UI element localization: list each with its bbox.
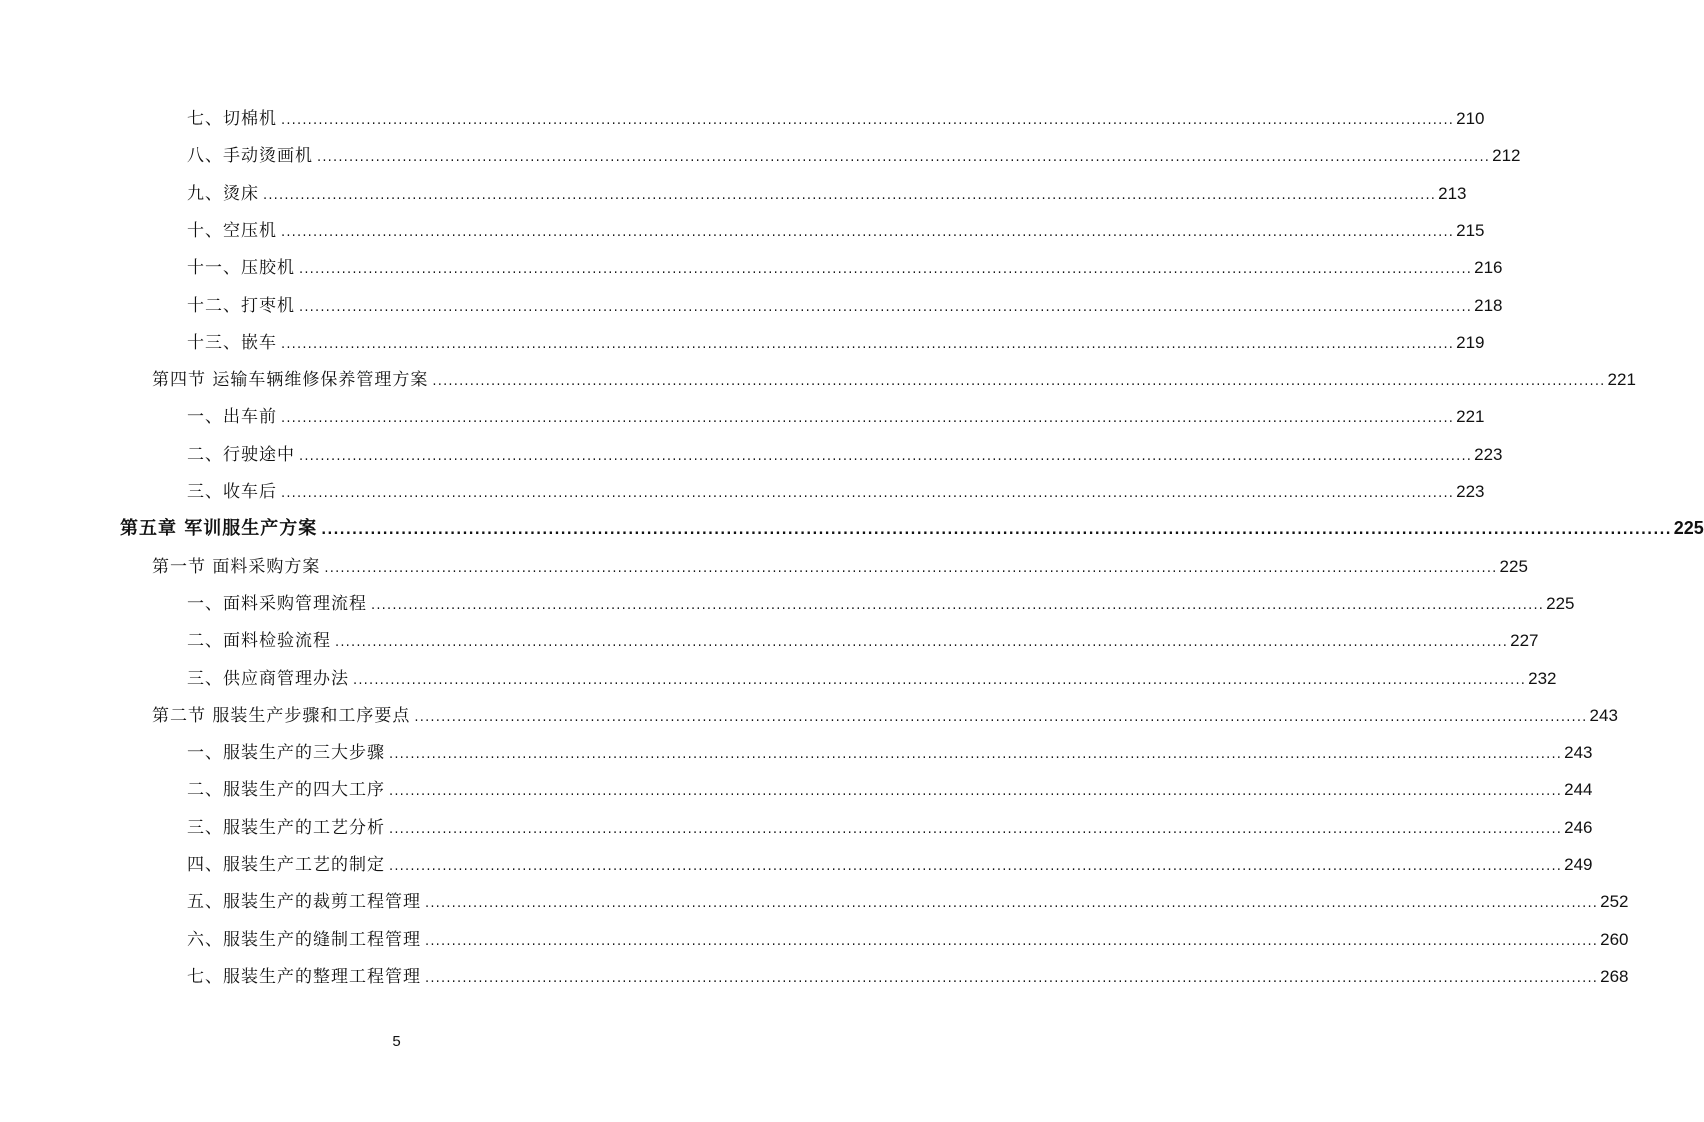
toc-entry-item[interactable]	[187, 660, 1557, 697]
toc-entry-title: 十二、打枣机	[187, 295, 295, 316]
toc-dot-leader: ............................................................................................................................................................................................................................	[299, 299, 1473, 315]
toc-entry-title: 三、收车后	[187, 482, 277, 502]
toc-entry-item[interactable]	[187, 809, 1593, 846]
toc-entry-title: 六、服装生产的缝制工程管理	[187, 929, 421, 950]
toc-dot-leader: ............................................................................................................................................................................................................................	[353, 672, 1527, 688]
toc-entry-item[interactable]	[187, 883, 1629, 920]
toc-entry-page: 232	[1528, 668, 1557, 688]
toc-entry-page: 216	[1474, 258, 1503, 278]
toc-entry-page: 210	[1456, 109, 1485, 128]
toc-entry-page: 225	[1546, 593, 1575, 613]
toc-entry-page: 260	[1600, 929, 1629, 949]
toc-entry-page: 225	[1499, 556, 1528, 576]
toc-entry-page: 225	[1673, 518, 1704, 539]
toc-entry-page: 268	[1600, 966, 1629, 986]
toc-entry-page: 252	[1600, 892, 1629, 912]
toc-entry-item[interactable]	[187, 436, 1503, 473]
toc-dot-leader: ............................................................................................................................................................................................................................	[432, 374, 1606, 390]
toc-entry-item[interactable]	[187, 846, 1593, 883]
toc-entry-item[interactable]	[187, 771, 1593, 808]
toc-entry-title: 第五章 军训服生产方案	[120, 518, 318, 540]
toc-entry-page: 246	[1564, 817, 1593, 837]
toc-dot-leader: ............................................................................................................................................................................................................................	[324, 560, 1498, 576]
toc-dot-leader: ............................................................................................................................................................................................................................	[281, 224, 1455, 240]
toc-dot-leader: ............................................................................................................................................................................................................................	[425, 933, 1599, 949]
toc-entry-item[interactable]	[187, 287, 1503, 324]
toc-entry-title: 四、服装生产工艺的制定	[187, 855, 385, 875]
toc-entry-item[interactable]	[187, 734, 1593, 771]
toc-dot-leader: ............................................................................................................................................................................................................................	[425, 970, 1599, 986]
toc-dot-leader: ............................................................................................................................................................................................................................	[371, 597, 1545, 613]
toc-dot-leader: ............................................................................................................................................................................................................................	[281, 113, 1455, 128]
toc-entry-page: 221	[1607, 370, 1636, 390]
toc-entry-title: 八、手动烫画机	[187, 146, 313, 167]
toc-entry-item[interactable]	[187, 212, 1485, 249]
toc-entry-item[interactable]	[187, 249, 1503, 286]
toc-entry-page: 221	[1456, 407, 1485, 427]
toc-dot-leader: ............................................................................................................................................................................................................................	[263, 187, 1437, 203]
toc-entry-title: 二、服装生产的四大工序	[187, 780, 385, 801]
toc-dot-leader: ............................................................................................................................................................................................................................	[425, 896, 1599, 912]
toc-entry-title: 第一节 面料采购方案	[152, 556, 321, 577]
toc-entry-item[interactable]	[187, 958, 1629, 995]
toc-entry-item[interactable]	[187, 324, 1485, 361]
toc-dot-leader: ............................................................................................................................................................................................................................	[389, 747, 1563, 763]
toc-entry-page: 243	[1564, 743, 1593, 763]
toc-entry-title: 二、面料检验流程	[187, 631, 331, 652]
toc-dot-leader: ............................................................................................................................................................................................................................	[281, 336, 1455, 352]
toc-entry-title: 二、行驶途中	[187, 444, 295, 465]
toc-entry-title: 三、服装生产的工艺分析	[187, 817, 385, 838]
toc-dot-leader: ............................................................................................................................................................................................................................	[414, 709, 1588, 725]
toc-dot-leader: ............................................................................................................................................................................................................................	[389, 859, 1563, 874]
toc-entry-title: 三、供应商管理办法	[187, 668, 349, 689]
toc-entry-title: 一、面料采购管理流程	[187, 593, 367, 614]
toc-entry-title: 一、服装生产的三大步骤	[187, 743, 385, 764]
toc-dot-leader: ............................................................................................................................................................................................................................	[389, 821, 1563, 837]
toc-entry-title: 十、空压机	[187, 220, 277, 241]
toc-entry-section[interactable]	[152, 697, 1618, 734]
toc-entry-page: 215	[1456, 220, 1485, 240]
toc-entry-page: 212	[1492, 146, 1521, 166]
toc-entry-item[interactable]	[187, 622, 1539, 659]
toc-entry-page: 227	[1510, 631, 1539, 651]
toc-entry-page: 249	[1564, 855, 1593, 874]
toc-dot-leader: ............................................................................................................................................................................................................................	[299, 262, 1473, 278]
toc-entry-item[interactable]	[187, 175, 1467, 212]
toc-entry-page: 219	[1456, 332, 1485, 352]
toc-entry-section[interactable]	[152, 361, 1636, 398]
toc-dot-leader: ............................................................................................................................................................................................................................	[317, 150, 1491, 166]
toc-dot-leader: ............................................................................................................................................................................................................................	[281, 411, 1455, 427]
toc-entry-title: 第四节 运输车辆维修保养管理方案	[152, 370, 429, 391]
toc-entry-chapter[interactable]	[120, 510, 1704, 547]
toc-dot-leader: ............................................................................................................................................................................................................................	[299, 448, 1473, 464]
toc-entry-page: 223	[1474, 444, 1503, 464]
toc-entry-title: 九、烫床	[187, 183, 259, 204]
page-number: 5	[392, 1033, 401, 1050]
toc-entry-title: 五、服装生产的裁剪工程管理	[187, 892, 421, 913]
toc-entry-item[interactable]	[187, 473, 1485, 510]
toc-dot-leader: ............................................................................................................................................................................................................................	[335, 635, 1509, 651]
toc-entry-page: 243	[1589, 705, 1618, 725]
toc-dot-leader: ............................................................................................................................................................................................................................	[281, 486, 1455, 501]
toc-entry-title: 十一、压胶机	[187, 258, 295, 279]
toc-entry-page: 213	[1438, 183, 1467, 203]
toc-entry-item[interactable]	[187, 585, 1575, 622]
toc-entry-item[interactable]	[187, 921, 1629, 958]
toc-entry-item[interactable]	[187, 137, 1521, 174]
toc-entry-section[interactable]	[152, 548, 1528, 585]
toc-dot-leader: ............................................................................................................................................................................................................................	[321, 523, 1672, 539]
toc-entry-page: 218	[1474, 295, 1503, 315]
toc-entry-page: 244	[1564, 780, 1593, 800]
toc-entry-page: 223	[1456, 482, 1485, 501]
toc-entry-title: 七、服装生产的整理工程管理	[187, 966, 421, 987]
toc-entry-title: 十三、嵌车	[187, 332, 277, 353]
toc-dot-leader: ............................................................................................................................................................................................................................	[389, 784, 1563, 800]
toc-entry-title: 七、切棉机	[187, 109, 277, 129]
toc-entry-item[interactable]	[187, 398, 1485, 435]
toc-entry-item[interactable]	[187, 100, 1485, 137]
toc-entry-title: 一、出车前	[187, 407, 277, 428]
toc-entry-title: 第二节 服装生产步骤和工序要点	[152, 705, 411, 726]
